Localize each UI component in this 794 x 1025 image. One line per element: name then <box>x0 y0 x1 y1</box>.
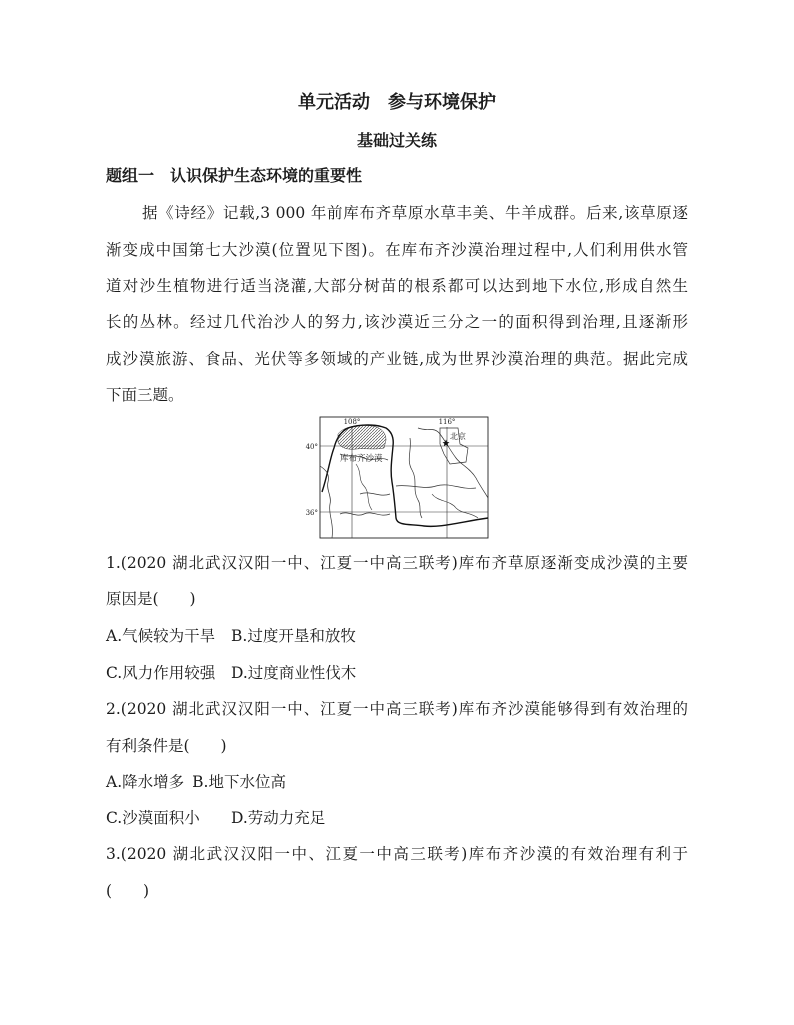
option-a: A.降水增多 <box>106 773 185 791</box>
page-subtitle: 基础过关练 <box>356 131 437 150</box>
option-row <box>106 624 688 648</box>
question-stem: 原因是( ) <box>106 590 196 608</box>
passage-line: 据《诗经》记载,3 000 年前库布齐草原水草丰美、牛羊成群。后来,该草原逐 <box>142 204 688 222</box>
passage-line: 成沙漠旅游、食品、光伏等多领域的产业链,成为世界沙漠治理的典范。据此完成 <box>106 350 688 368</box>
option-row <box>106 806 688 830</box>
question-stem: 有利条件是( ) <box>106 737 227 755</box>
location-map <box>300 414 496 542</box>
desert-label: 库布齐沙漠 <box>340 454 383 464</box>
option-d: D.劳动力充足 <box>231 809 326 827</box>
option-a: A.气候较为干旱 <box>106 627 216 645</box>
passage-line: 长的丛林。经过几代治沙人的努力,该沙漠近三分之一的面积得到治理,且逐渐形 <box>106 313 688 331</box>
passage-line: 下面三题。 <box>106 386 184 404</box>
city-label: 北京 <box>450 432 466 441</box>
page-title: 单元活动 参与环境保护 <box>298 92 496 113</box>
option-d: D.过度商业性伐木 <box>231 664 357 682</box>
latitude-label: 36° <box>305 509 318 517</box>
option-b: B.地下水位高 <box>192 773 286 791</box>
question-stem: 1.(2020 湖北武汉汉阳一中、江夏一中高三联考)库布齐草原逐渐变成沙漠的主要 <box>106 554 688 572</box>
question-stem: 2.(2020 湖北武汉汉阳一中、江夏一中高三联考)库布齐沙漠能够得到有效治理的 <box>106 700 688 718</box>
passage-line: 道对沙生植物进行适当浇灌,大部分树苗的根系都可以达到地下水位,形成自然生 <box>106 277 688 295</box>
section-heading: 题组一 认识保护生态环境的重要性 <box>106 166 363 185</box>
latitude-label: 40° <box>305 443 318 451</box>
passage-line: 渐变成中国第七大沙漠(位置见下图)。在库布齐沙漠治理过程中,人们利用供水管 <box>106 241 688 259</box>
option-c: C.沙漠面积小 <box>106 809 200 827</box>
option-row <box>106 661 688 685</box>
longitude-label: 116° <box>438 418 456 426</box>
longitude-label: 108° <box>343 418 361 426</box>
option-b: B.过度开垦和放牧 <box>231 627 356 645</box>
question-stem: ( ) <box>106 882 150 900</box>
question-stem: 3.(2020 湖北武汉汉阳一中、江夏一中高三联考)库布齐沙漠的有效治理有利于 <box>106 845 688 863</box>
option-row <box>106 770 688 794</box>
option-c: C.风力作用较强 <box>106 664 216 682</box>
